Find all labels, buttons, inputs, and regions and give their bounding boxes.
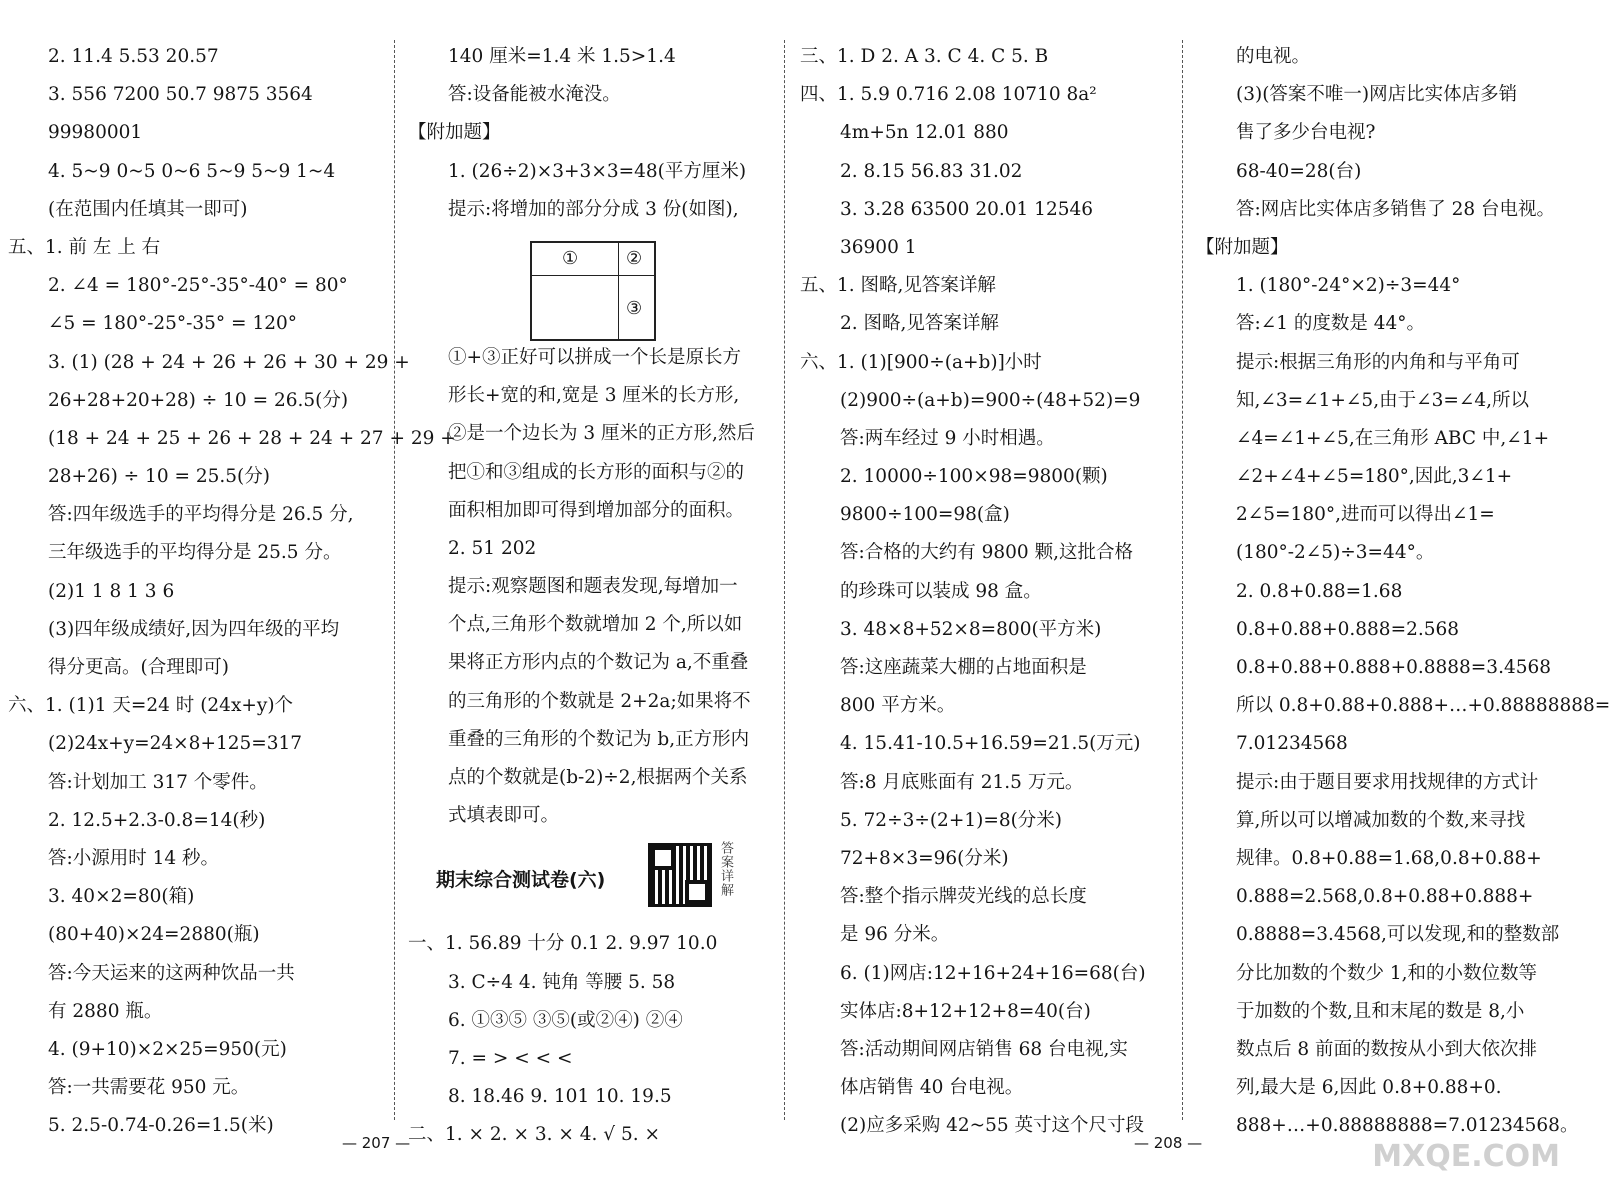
text-line: 3. 3.28 63500 20.01 12546 [840, 198, 1094, 220]
text-line: 7.01234568 [1236, 733, 1348, 755]
text-line: ∠4=∠1+∠5,在三角形 ABC 中,∠1+ [1236, 427, 1550, 449]
text-line: 点的个数就是(b-2)÷2,根据两个关系 [448, 767, 748, 788]
text-line: 的珍珠可以装成 98 盒。 [840, 580, 1042, 602]
text-line: ①+③正好可以拼成一个长是原长方 [448, 346, 742, 368]
text-line: (3)四年级成绩好,因为四年级的平均 [48, 618, 340, 640]
text-line: 分比加数的个数少 1,和的小数位数等 [1236, 962, 1538, 984]
text-line: 六、1. (1)1 天=24 时 (24x+y)个 [8, 695, 294, 717]
text-line: 0.888=2.568,0.8+0.88+0.888+ [1236, 886, 1534, 908]
text-line: 4. 15.41-10.5+16.59=21.5(万元) [840, 733, 1141, 755]
text-line: 36900 1 [840, 236, 917, 258]
text-line: 提示:观察题图和题表发现,每增加一 [448, 576, 738, 598]
text-line: 0.8+0.88+0.888+0.8888=3.4568 [1236, 657, 1552, 678]
text-line: 有 2880 瓶。 [48, 1000, 163, 1022]
text-line: 8. 18.46 9. 101 10. 19.5 [448, 1086, 672, 1108]
text-line: (2)24x+y=24×8+125=317 [48, 733, 303, 755]
text-line: 式填表即可。 [448, 805, 560, 827]
text-line: (在范围内任填其一即可) [48, 198, 248, 220]
text-line: 答:8 月底账面有 21.5 万元。 [840, 771, 1084, 793]
text-line: 体店销售 40 台电视。 [840, 1077, 1024, 1099]
text-line: 9800÷100=98(盒) [840, 504, 1010, 526]
page-number-left: — 207 — [342, 1134, 411, 1152]
text-line: 答:计划加工 317 个零件。 [48, 771, 268, 793]
text-line: 把①和③组成的长方形的面积与②的 [448, 461, 745, 483]
text-line: 答:整个指示牌荧光线的总长度 [840, 886, 1087, 908]
text-line: 3. (1) (28 + 24 + 26 + 26 + 30 + 29 + [48, 351, 410, 373]
text-line: 三年级选手的平均得分是 25.5 分。 [48, 542, 342, 564]
text-line: 2. 10000÷100×98=9800(颗) [840, 466, 1108, 488]
text-line: 2. 0.8+0.88=1.68 [1236, 580, 1403, 602]
text-line: 答:网店比实体店多销售了 28 台电视。 [1236, 198, 1556, 220]
text-line: 二、1. × 2. × 3. × 4. √ 5. × [408, 1124, 660, 1146]
text-line: 6. (1)网店:12+16+24+16=68(台) [840, 962, 1146, 984]
text-line: 数点后 8 前面的数按从小到大依次排 [1236, 1038, 1538, 1060]
text-line: 三、1. D 2. A 3. C 4. C 5. B [800, 46, 1049, 67]
text-line: 六、1. (1)[900÷(a+b)]小时 [800, 351, 1042, 373]
text-line: 800 平方米。 [840, 695, 956, 717]
text-line: 2. 51 202 [448, 537, 537, 559]
text-line: 答:两车经过 9 小时相遇。 [840, 427, 1055, 449]
text-line: 答:活动期间网店销售 68 台电视,实 [840, 1038, 1128, 1060]
text-line: 答:四年级选手的平均得分是 26.5 分, [48, 504, 354, 526]
text-line: 的电视。 [1236, 46, 1311, 67]
answer-column-4 [1196, 38, 1610, 1145]
text-line: 果将正方形内点的个数记为 a,不重叠 [448, 652, 749, 674]
text-line: 所以 0.8+0.88+0.888+…+0.88888888= [1236, 695, 1610, 717]
text-line: 四、1. 5.9 0.716 2.08 10710 8a² [800, 84, 1097, 106]
page-number-right: — 208 — [1134, 1134, 1203, 1152]
text-line: 140 厘米=1.4 米 1.5>1.4 [448, 46, 676, 67]
text-line: 5. 72÷3÷(2+1)=8(分米) [840, 809, 1063, 831]
text-line: 6. ①③⑤ ③⑤(或②④) ②④ [448, 1009, 683, 1031]
text-line: (80+40)×24=2880(瓶) [48, 924, 260, 946]
text-line: 0.8+0.88+0.888=2.568 [1236, 618, 1460, 640]
text-line: 个点,三角形个数就增加 2 个,所以如 [448, 614, 743, 636]
text-line: 答:小源用时 14 秒。 [48, 847, 220, 869]
watermark: MXQE.COM [1372, 1139, 1560, 1174]
figure-part-1: ① [562, 247, 579, 269]
text-line: 答:∠1 的度数是 44°。 [1236, 313, 1426, 335]
text-line: 3. 556 7200 50.7 9875 3564 [48, 84, 313, 106]
text-line: ②是一个边长为 3 厘米的正方形,然后 [448, 423, 755, 445]
text-line: 72+8×3=96(分米) [840, 847, 1009, 869]
text-line: 五、1. 前 左 上 右 [8, 236, 161, 258]
text-line: 7. = > < < < [448, 1047, 573, 1069]
text-line: 一、1. 56.89 十分 0.1 2. 9.97 10.0 [408, 933, 718, 955]
text-line: 2. 8.15 56.83 31.02 [840, 160, 1023, 182]
text-line: 知,∠3=∠1+∠5,由于∠3=∠4,所以 [1236, 389, 1530, 411]
text-line: 68-40=28(台) [1236, 160, 1362, 182]
text-line: 提示:将增加的部分分成 3 份(如图), [448, 198, 739, 220]
answer-column-3 [800, 38, 1188, 1145]
text-line: 2. 12.5+2.3-0.8=14(秒) [48, 809, 266, 831]
text-line: 1. (180°-24°×2)÷3=44° [1236, 275, 1461, 297]
text-line: (2)应多采购 42~55 英寸这个尺寸段 [840, 1115, 1145, 1137]
text-line: (2)1 1 8 1 3 6 [48, 580, 175, 602]
qr-label: 答案详解 [718, 841, 733, 898]
text-line: 实体店:8+12+12+8=40(台) [840, 1000, 1091, 1022]
text-line: 列,最大是 6,因此 0.8+0.88+0. [1236, 1077, 1502, 1099]
text-line: 3. 48×8+52×8=800(平方米) [840, 618, 1102, 640]
text-line: 1. (26÷2)×3+3×3=48(平方厘米) [448, 160, 747, 182]
text-line: 5. 2.5-0.74-0.26=1.5(米) [48, 1115, 274, 1137]
text-line: 五、1. 图略,见答案详解 [800, 275, 996, 297]
text-line: ∠2+∠4+∠5=180°,因此,3∠1+ [1236, 466, 1513, 488]
text-line: ∠5 = 180°-25°-35° = 120° [48, 313, 298, 335]
text-line: (180°-2∠5)÷3=44°。 [1236, 542, 1435, 564]
text-line: (3)(答案不唯一)网店比实体店多销 [1236, 84, 1518, 106]
text-line: (2)900÷(a+b)=900÷(48+52)=9 [840, 389, 1141, 411]
text-line: 提示:由于题目要求用找规律的方式计 [1236, 771, 1539, 793]
column-divider [394, 40, 395, 1120]
text-line: 2. 图略,见答案详解 [840, 313, 999, 335]
division-figure [408, 229, 796, 339]
text-line: 3. C÷4 4. 钝角 等腰 5. 58 [448, 971, 676, 993]
text-line: 2. ∠4 = 180°-25°-35°-40° = 80° [48, 275, 348, 297]
text-line: 重叠的三角形的个数记为 b,正方形内 [448, 728, 750, 750]
text-line: 3. 40×2=80(箱) [48, 886, 195, 908]
text-line: (18 + 24 + 25 + 26 + 28 + 24 + 27 + 29 + [48, 427, 456, 449]
text-line: 【附加题】 [408, 122, 501, 144]
text-line: 得分更高。(合理即可) [48, 657, 229, 678]
text-line: 答:设备能被水淹没。 [448, 84, 621, 106]
text-line: 答:一共需要花 950 元。 [48, 1077, 250, 1099]
text-line: 算,所以可以增减加数的个数,来寻找 [1236, 809, 1526, 831]
text-line: 26+28+20+28) ÷ 10 = 26.5(分) [48, 389, 349, 411]
text-line: 的三角形的个数就是 2+2a;如果将不 [448, 690, 751, 712]
text-line: 形长+宽的和,宽是 3 厘米的长方形, [448, 385, 740, 407]
text-line: 规律。0.8+0.88=1.68,0.8+0.88+ [1236, 847, 1542, 869]
text-line: 提示:根据三角形的内角和与平角可 [1236, 351, 1520, 373]
qr-code-icon[interactable] [648, 843, 712, 907]
figure-part-3: ③ [626, 297, 643, 319]
text-line: 答:今天运来的这两种饮品一共 [48, 962, 295, 984]
text-line: 888+…+0.88888888=7.01234568。 [1236, 1115, 1579, 1137]
section-title: 期末综合测试卷(六) [436, 869, 606, 892]
section-header [408, 835, 796, 925]
text-line: 4. 5~9 0~5 0~6 5~9 5~9 1~4 [48, 160, 336, 182]
text-line: 4m+5n 12.01 880 [840, 122, 1009, 144]
answer-column-2 [408, 38, 796, 1155]
figure-part-2: ② [626, 247, 643, 269]
text-line: 0.8888=3.4568,可以发现,和的整数部 [1236, 924, 1560, 946]
text-line: 28+26) ÷ 10 = 25.5(分) [48, 466, 270, 488]
text-line: 答:合格的大约有 9800 颗,这批合格 [840, 542, 1133, 564]
text-line: 售了多少台电视? [1236, 122, 1376, 144]
text-line: 2∠5=180°,进而可以得出∠1= [1236, 504, 1495, 526]
text-line: 【附加题】 [1196, 236, 1289, 258]
text-line: 于加数的个数,且和末尾的数是 8,小 [1236, 1000, 1525, 1022]
text-line: 是 96 分米。 [840, 924, 950, 946]
text-line: 99980001 [48, 122, 143, 144]
text-line: 4. (9+10)×2×25=950(元) [48, 1038, 287, 1060]
text-line: 答:这座蔬菜大棚的占地面积是 [840, 657, 1087, 678]
text-line: 2. 11.4 5.53 20.57 [48, 46, 219, 67]
text-line: 面积相加即可得到增加部分的面积。 [448, 499, 745, 521]
